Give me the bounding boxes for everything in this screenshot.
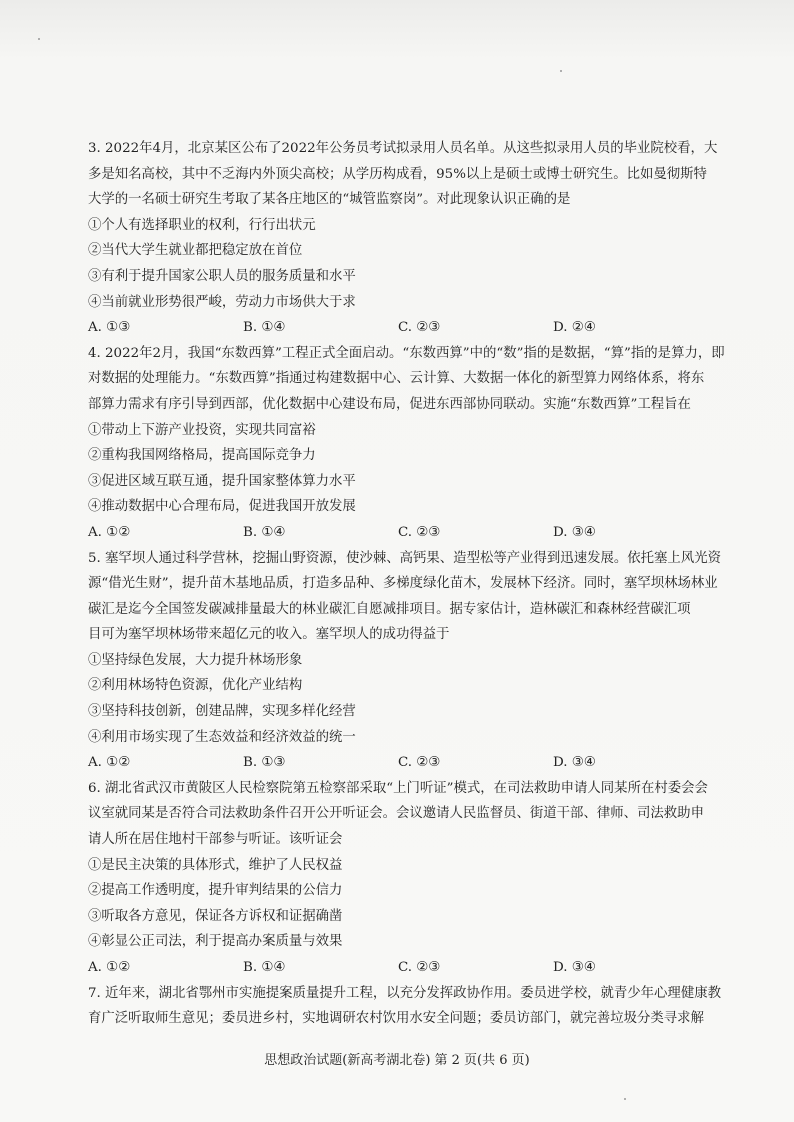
question-block	[88, 546, 728, 776]
answer-choice: C. ②③	[398, 755, 441, 771]
question-stem-line: 目可为塞罕坝林场带来超亿元的收入。塞罕坝人的成功得益于	[88, 627, 450, 643]
scan-speck	[38, 38, 40, 40]
statement-option: ③听取各方意见，保证各方诉权和证据确凿	[88, 908, 343, 924]
answer-choice: D. ②④	[553, 320, 596, 336]
question-stem-line: 部算力需求有序引导到西部，优化数据中心建设布局，促进东西部协同联动。实施“东数西算”工程旨在	[88, 396, 691, 412]
answer-choice: C. ②③	[398, 524, 441, 540]
question-stem-line: 6. 湖北省武汉市黄陂区人民检察院第五检察部采取“上门听证”模式，在司法救助申请人同某所在村委会会	[88, 780, 708, 796]
question-stem-line: 4. 2022年2月，我国“东数西算”工程正式全面启动。“东数西算”中的“数”指的是数据，“算”指的是算力，即	[88, 345, 725, 361]
answer-choice: D. ③④	[553, 524, 596, 540]
question-stem-line: 议室就同某是否符合司法救助条件召开公开听证会。会议邀请人民监督员、街道干部、律师、司法救助申	[88, 806, 704, 822]
answer-choice: B. ①④	[243, 524, 286, 540]
answer-choice: A. ①②	[88, 524, 131, 540]
answer-choices	[88, 315, 728, 341]
statement-option: ②当代大学生就业都把稳定放在首位	[88, 243, 303, 259]
answer-choice: B. ①③	[243, 755, 286, 771]
statement-option: ①是民主决策的具体形式，维护了人民权益	[88, 857, 343, 873]
answer-choice: B. ①④	[243, 320, 286, 336]
statement-option: ④利用市场实现了生态效益和经济效益的统一	[88, 729, 356, 745]
answer-choice: D. ③④	[553, 960, 596, 975]
statement-option: ③有利于提升国家公职人员的服务质量和水平	[88, 268, 356, 284]
question-stem-line: 5. 塞罕坝人通过科学营林，挖掘山野资源，使沙棘、高钙果、造型松等产业得到迅速发展。依托塞上风光资	[88, 550, 721, 566]
question-stem-line: 3. 2022年4月，北京某区公布了2022年公务员考试拟录用人员名单。从这些拟录用人员的毕业院校看，大	[88, 141, 718, 156]
question-stem-line: 请人所在居住地村干部参与听证。该听证会	[88, 832, 343, 848]
question-stem-line: 7. 近年来，湖北省鄂州市实施提案质量提升工程，以充分发挥政协作用。委员进学校，就青少年心理健康教	[88, 985, 721, 1001]
answer-choices	[88, 520, 728, 546]
statement-option: ③坚持科技创新，创建品牌，实现多样化经营	[88, 704, 356, 720]
statement-option: ③促进区域互联互通，提升国家整体算力水平	[88, 473, 356, 489]
question-stem-line: 源“借光生财”，提升苗木基地品质，打造多品种、多梯度绿化苗木，发展林下经济。同时，塞罕坝林场林业	[88, 576, 718, 592]
answer-choice: B. ①④	[243, 960, 286, 975]
question-stem-line: 育广泛听取师生意见；委员进乡村，实地调研农村饮用水安全问题；委员访部门，就完善垃圾分类寻求解	[88, 1011, 704, 1027]
statement-option: ②重构我国网络格局，提高国际竞争力	[88, 448, 316, 464]
question-block	[88, 341, 728, 546]
questions-body	[88, 136, 728, 1032]
statement-option: ④当前就业形势很严峻，劳动力市场供大于求	[88, 294, 356, 310]
statement-option: ②利用林场特色资源，优化产业结构	[88, 678, 303, 694]
answer-choice: A. ①③	[88, 320, 131, 336]
answer-choices	[88, 955, 728, 981]
statement-option: ①带动上下游产业投资，实现共同富裕	[88, 422, 316, 438]
statement-option: ②提高工作透明度，提升审判结果的公信力	[88, 883, 343, 899]
answer-choice: C. ②③	[398, 960, 441, 975]
answer-choice: C. ②③	[398, 320, 441, 336]
answer-choices	[88, 750, 728, 776]
question-block	[88, 981, 728, 1032]
answer-choice: D. ③④	[553, 755, 596, 771]
question-block	[88, 136, 728, 341]
answer-choice: A. ①②	[88, 960, 131, 975]
scan-speck	[560, 70, 562, 72]
statement-option: ④彰显公正司法，利于提高办案质量与效果	[88, 934, 343, 950]
question-stem-line: 对数据的处理能力。“东数西算”指通过构建数据中心、云计算、大数据一体化的新型算力网络体系，将东	[88, 371, 705, 387]
question-block	[88, 776, 728, 981]
statement-option: ①个人有选择职业的权利，行行出状元	[88, 217, 316, 233]
question-stem-line: 碳汇是迄今全国签发碳减排量最大的林业碳汇自愿减排项目。据专家估计，造林碳汇和森林经营碳汇项	[88, 601, 691, 617]
scan-speck	[624, 1098, 626, 1100]
question-stem-line: 大学的一名硕士研究生考取了某各庄地区的“城管监察岗”。对此现象认识正确的是	[88, 192, 571, 208]
statement-option: ①坚持绿色发展，大力提升林场形象	[88, 652, 303, 668]
page-footer: 思想政治试题(新高考湖北卷) 第 2 页(共 6 页)	[264, 1053, 530, 1068]
statement-option: ④推动数据中心合理布局，促进我国开放发展	[88, 499, 356, 515]
answer-choice: A. ①②	[88, 755, 131, 771]
question-stem-line: 多是知名高校，其中不乏海内外顶尖高校；从学历构成看，95%以上是硕士或博士研究生。比如曼彻斯特	[88, 166, 707, 182]
